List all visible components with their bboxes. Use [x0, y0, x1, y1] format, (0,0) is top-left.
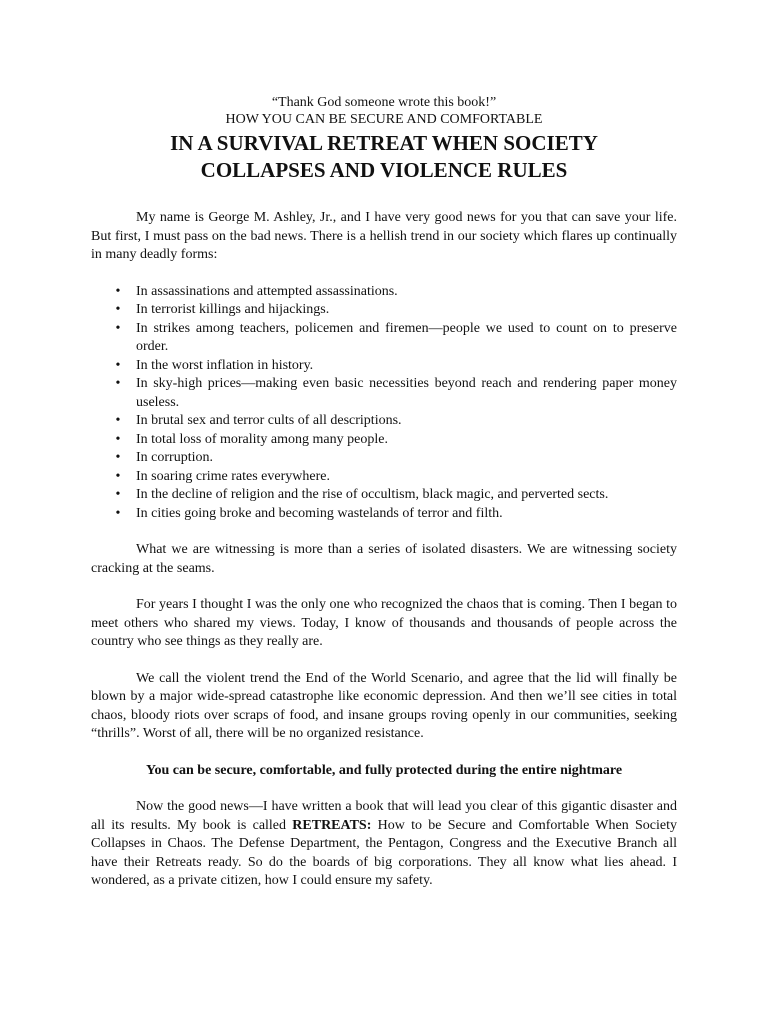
list-item-text: In the decline of religion and the rise of occultism, black magic, and perverted sects.	[136, 487, 609, 502]
list-item-text: In brutal sex and terror cults of all descriptions.	[136, 413, 402, 428]
list-item-text: In terrorist killings and hijackings.	[136, 302, 330, 317]
bullet-icon: •	[115, 376, 121, 391]
intro-paragraph: My name is George M. Ashley, Jr., and I have very good news for you that can save your life. But first, I must pass on the bad news. There is a hellish trend in our society which flares up continually in many deadly forms:	[91, 210, 677, 262]
list-item-text: In sky-high prices—making even basic necessities beyond reach and rendering paper money useless.	[136, 376, 677, 410]
good-news-text-before: Now the good news—I have written a book that will lead you clear of this gigantic disaster and all its results. My book is called	[91, 799, 677, 833]
list-item	[91, 320, 677, 357]
list-item-text: In assassinations and attempted assassinations.	[136, 283, 398, 299]
bullet-icon: •	[115, 357, 121, 373]
title-line-2: COLLAPSES AND VIOLENCE RULES	[200, 158, 568, 182]
years-paragraph: For years I thought I was the only one who recognized the chaos that is coming. Then I began to meet others who shared my views. Today, I know of thousands and thousands of people across the country who see things as they really are.	[91, 597, 677, 649]
good-news-paragraph	[91, 798, 677, 891]
list-item	[91, 301, 677, 320]
list-item	[91, 283, 677, 302]
list-item	[91, 412, 677, 431]
list-item	[91, 486, 677, 505]
witnessing-paragraph: What we are witnessing is more than a series of isolated disasters. We are witnessing society cracking at the seams.	[91, 542, 677, 576]
subtitle: HOW YOU CAN BE SECURE AND COMFORTABLE	[225, 112, 543, 127]
document-page	[91, 94, 677, 891]
bullet-icon: •	[115, 505, 121, 521]
bullet-icon: •	[115, 320, 121, 336]
book-title-bold: RETREATS:	[292, 817, 372, 833]
scenario-paragraph: We call the violent trend the End of the World Scenario, and agree that the lid will finally be blown by a major wide-spread catastrophe like economic depression. And then we’ll see cities in total chaos, bloody riots over scraps of food, and insane groups roving openly in our communities, seeking “thrills”. Worst of all, there will be no organized resistance.	[91, 670, 677, 741]
bullet-icon: •	[115, 450, 121, 465]
list-item	[91, 505, 677, 524]
list-item	[91, 431, 677, 450]
list-item-text: In corruption.	[136, 450, 213, 465]
list-item	[91, 375, 677, 412]
bullet-icon: •	[115, 431, 121, 447]
list-item-text: In cities going broke and becoming wastelands of terror and filth.	[136, 505, 503, 521]
list-item-text: In strikes among teachers, policemen and firemen—people we used to count on to preserve order.	[136, 320, 677, 354]
good-news-text-after: How to be Secure and Comfortable When Society Collapses in Chaos. The Defense Department, the Pentagon, Congress and the Executive Branch all have their Retreats ready. So do the boards of big corporations. They all know what lies ahead. I wondered, as a private citizen, how I could ensure my safety.	[91, 817, 677, 888]
list-item	[91, 468, 677, 487]
bullet-icon: •	[115, 283, 121, 299]
endorsement-quote: “Thank God someone wrote this book!”	[271, 95, 497, 110]
list-item-text: In total loss of morality among many people.	[136, 431, 388, 447]
title-line-1: IN A SURVIVAL RETREAT WHEN SOCIETY	[170, 131, 598, 155]
bullet-icon: •	[115, 302, 121, 317]
bullet-icon: •	[115, 468, 121, 484]
section-heading: You can be secure, comfortable, and fully protected during the entire nightmare	[145, 762, 623, 778]
list-item-text: In soaring crime rates everywhere.	[136, 468, 330, 484]
bullet-icon: •	[115, 487, 121, 502]
bullet-icon: •	[115, 413, 121, 428]
list-item-text: In the worst inflation in history.	[136, 357, 314, 373]
list-item	[91, 357, 677, 376]
list-item	[91, 449, 677, 468]
page-title	[91, 130, 677, 184]
bullet-list	[91, 283, 677, 524]
